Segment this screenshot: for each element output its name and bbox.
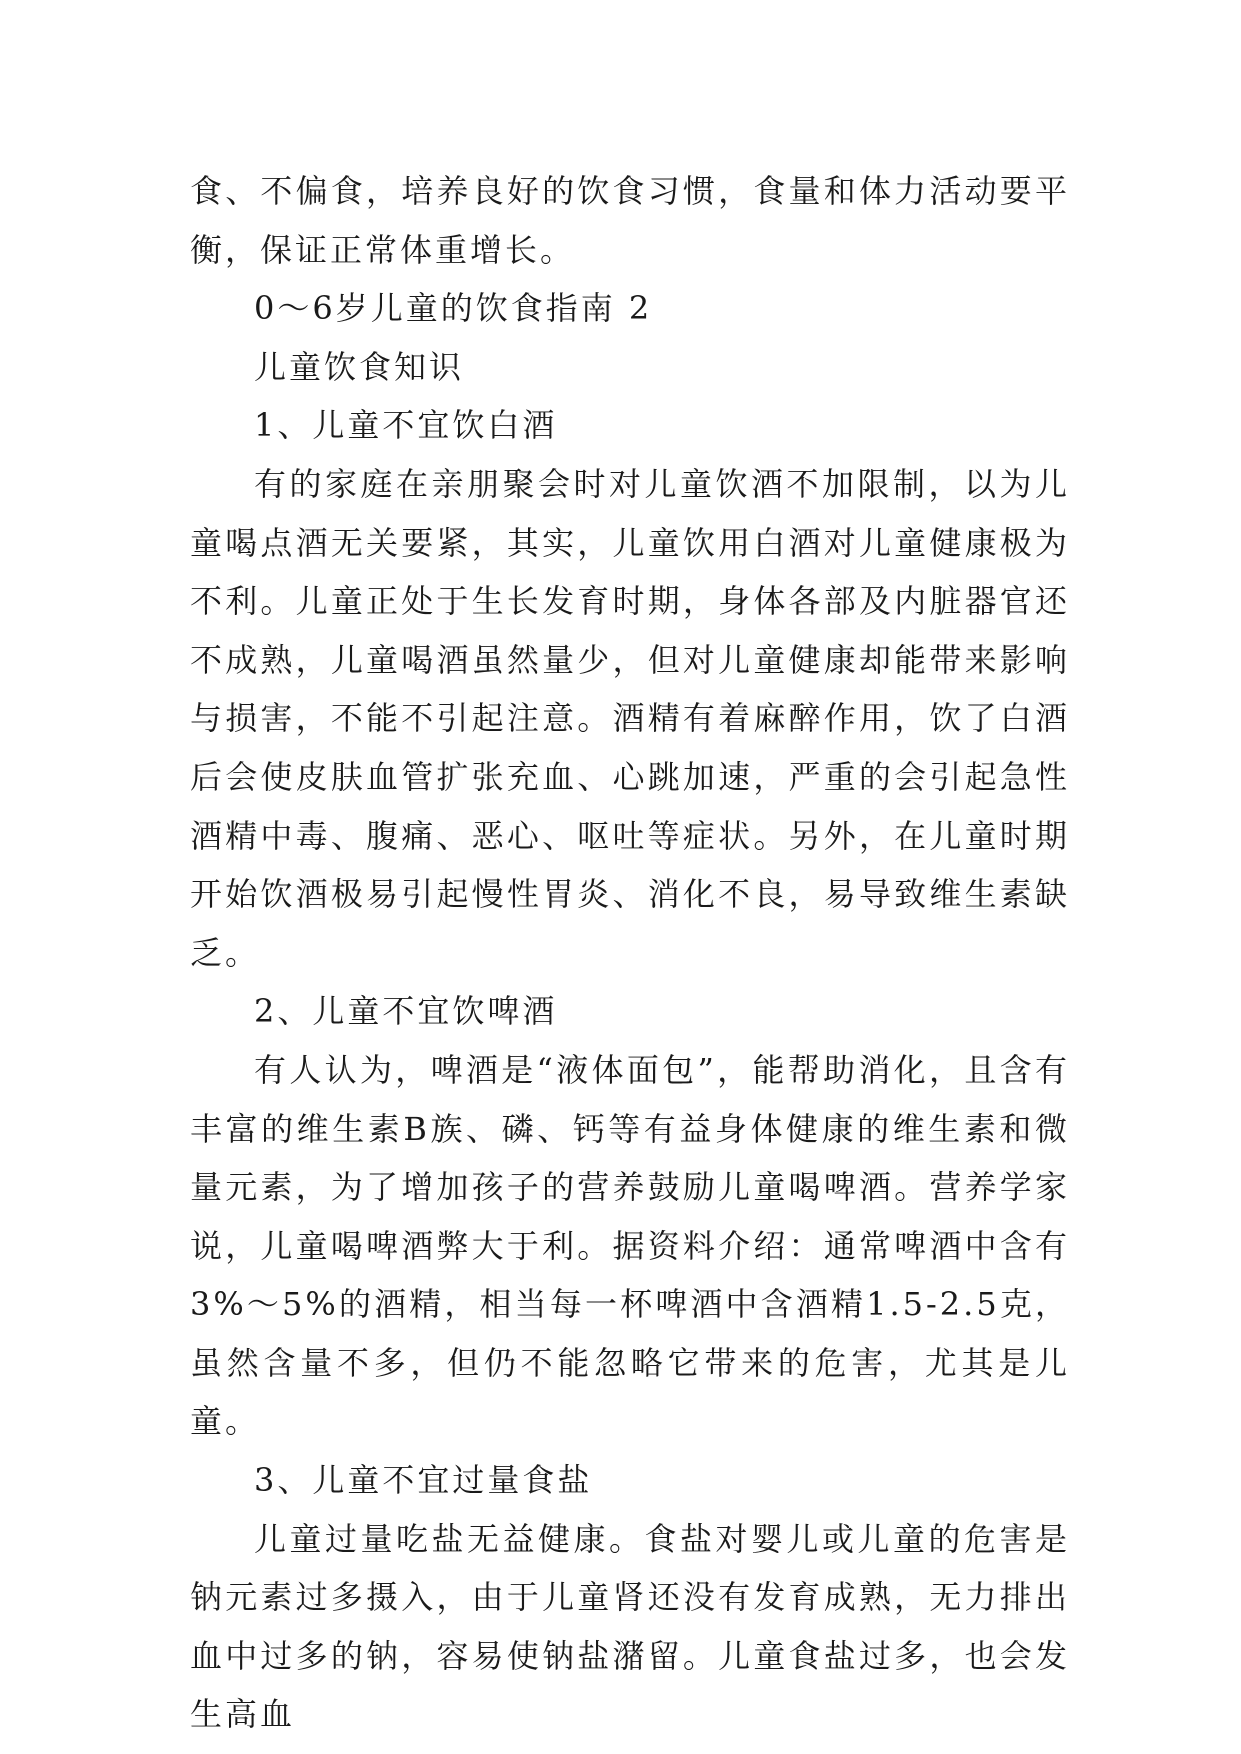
- item-heading-2: 2、儿童不宜饮啤酒: [254, 992, 558, 1031]
- section-subtitle: 儿童饮食知识: [254, 347, 465, 386]
- item-paragraph-3: 儿童过量吃盐无益健康。食盐对婴儿或儿童的危害是钠元素过多摄入，由于儿童肾还没有发育成熟，无力排出血中过多的钠，容易使钠盐潴留。儿童食盐过多，也会发生高血: [190, 1519, 1070, 1734]
- item-heading-1: 1、儿童不宜饮白酒: [254, 406, 558, 445]
- section-title: 0～6岁儿童的饮食指南 2: [254, 289, 653, 328]
- document-body: [190, 162, 1070, 1744]
- item-paragraph-2: 有人认为，啤酒是“液体面包”，能帮助消化，且含有丰富的维生素B族、磷、钙等有益身体健康的维生素和微量元素，为了增加孩子的营养鼓励儿童喝啤酒。营养学家说，儿童喝啤酒弊大于利。据资料介绍：通常啤酒中含有3%～5%的酒精，相当每一杯啤酒中含酒精1.5-2.5克，虽然含量不多，但仍不能忽略它带来的危害，尤其是儿童。: [190, 1050, 1070, 1441]
- item-heading-3: 3、儿童不宜过量食盐: [254, 1461, 593, 1500]
- item-paragraph-1: 有的家庭在亲朋聚会时对儿童饮酒不加限制，以为儿童喝点酒无关要紧，其实，儿童饮用白酒对儿童健康极为不利。儿童正处于生长发育时期，身体各部及内脏器官还不成熟，儿童喝酒虽然量少，但对儿童健康却能带来影响与损害，不能不引起注意。酒精有着麻醉作用，饮了白酒后会使皮肤血管扩张充血、心跳加速，严重的会引起急性酒精中毒、腹痛、恶心、呕吐等症状。另外，在儿童时期开始饮酒极易引起慢性胃炎、消化不良，易导致维生素缺乏。: [190, 464, 1070, 972]
- paragraph-continuation: 食、不偏食，培养良好的饮食习惯，食量和体力活动要平衡，保证正常体重增长。: [190, 172, 1070, 269]
